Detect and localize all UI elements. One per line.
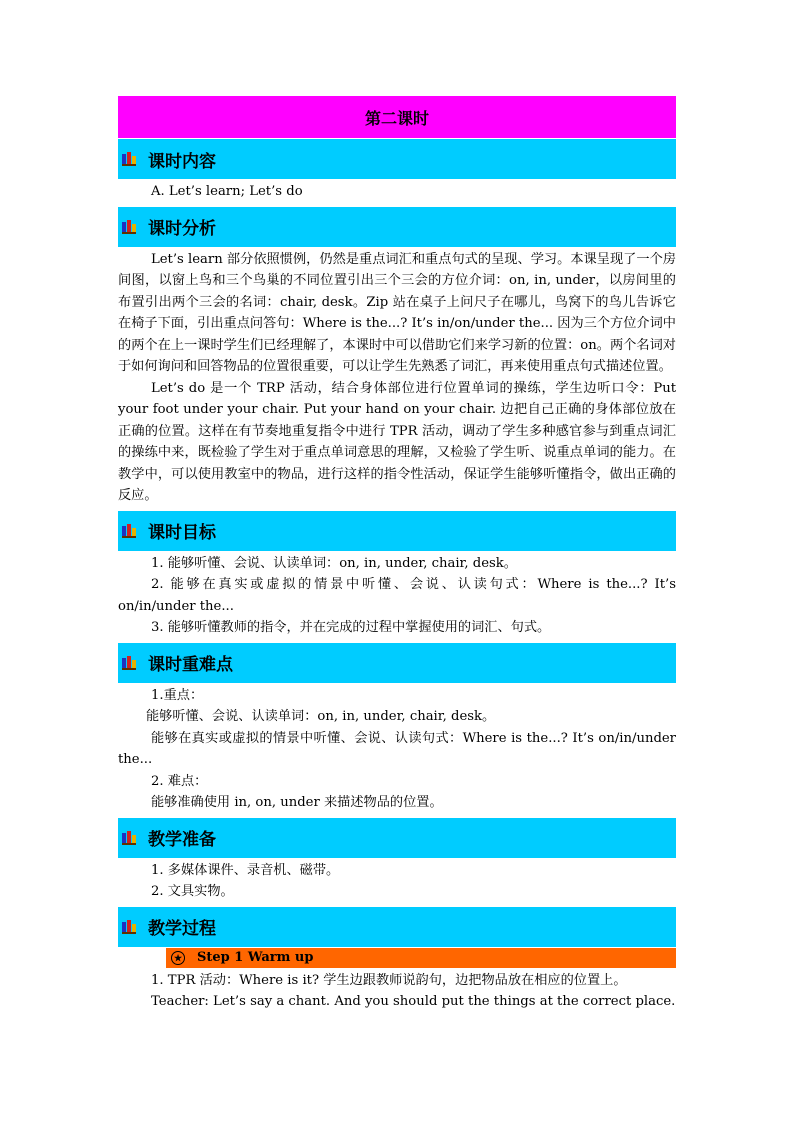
section-heading-text: 教学过程 <box>148 919 216 939</box>
section-heading-goals <box>118 511 676 551</box>
section-heading-text: 教学准备 <box>148 830 216 850</box>
key-point-label: 1.重点： <box>151 687 204 703</box>
analysis-paragraph: Let’s learn 部分依照惯例，仍然是重点词汇和重点句式的呈现、学习。本课呈现了一个房间图，以窗上鸟和三个鸟巢的不同位置引出三个三会的方位介词：on, in, under，以房间里的布置引出两个三会的名词：chair, desk。Zip 站在桌子上问尺子在哪儿，鸟窝下的鸟儿告诉它在椅子下面，引出重点问答句：Where is the...? It’s in/on/under the... 因为三个方位介词中的两个在上一课时学生们已经理解了，本课时中可以借助它们来学习新的位置：on。两个名词对于如何询问和回答物品的位置很重要，可以让学生先熟悉了词汇，再来使用重点句式描述位置。 <box>118 251 676 374</box>
section-heading-key-points <box>118 643 676 683</box>
bar-chart-icon <box>122 656 136 670</box>
analysis-paragraph: Let’s do 是一个 TRP 活动，结合身体部位进行位置单词的操练，学生边听口令：Put your foot under your chair. Put your hand on your chair. 边把自己正确的身体部位放在正确的位置。这样在有节奏地重复指令中进行 TPR 活动，调动了学生多种感官参与到重点词汇的操练中来，既检验了学生对于重点单词意思的理解，又检验了学生听、说重点单词的能力。在教学中，可以使用教室中的物品，进行这样的指令性活动，保证学生能够听懂指令，做出正确的反应。 <box>118 380 676 503</box>
bar-chart-icon <box>122 920 136 934</box>
section-heading-text: 课时目标 <box>148 523 216 543</box>
goal-item: 2. 能够在真实或虚拟的情景中听懂、会说、认读句式：Where is the...? It’s on/in/under the... <box>118 577 676 614</box>
section-heading-content <box>118 139 676 179</box>
document-page <box>118 96 676 1016</box>
section-heading-preparation <box>118 818 676 858</box>
bar-chart-icon <box>122 220 136 234</box>
process-line: 1. TPR 活动：Where is it? 学生边跟教师说韵句，边把物品放在相应的位置上。 <box>151 972 627 988</box>
section-heading-text: 课时重难点 <box>148 655 233 675</box>
difficult-point-label: 2. 难点： <box>151 773 208 789</box>
goal-item: 1. 能够听懂、会说、认读单词：on, in, under, chair, desk。 <box>151 555 517 571</box>
section-heading-text: 课时内容 <box>148 151 216 172</box>
section-heading-process <box>118 907 676 947</box>
section-heading-analysis <box>118 207 676 247</box>
preparation-item: 2. 文具实物。 <box>151 884 234 899</box>
section-heading-text: 课时分析 <box>148 219 216 239</box>
step-heading <box>166 948 676 968</box>
key-point-line: 能够在真实或虚拟的情景中听懂、会说、认读句式：Where is the...? It’s on/in/under the... <box>118 730 676 767</box>
key-point-line: 能够听懂、会说、认读单词：on, in, under, chair, desk。 <box>146 709 496 724</box>
star-circle-icon: ★ <box>171 951 185 965</box>
lesson-title: 第二课时 <box>118 96 676 138</box>
process-line: Teacher: Let’s say a chant. And you should put the things at the correct place. <box>151 994 676 1009</box>
bar-chart-icon <box>122 524 136 538</box>
step-heading-text: Step 1 Warm up <box>197 950 314 965</box>
goal-item: 3. 能够听懂教师的指令，并在完成的过程中掌握使用的词汇、句式。 <box>151 620 551 635</box>
difficult-point-line: 能够准确使用 in, on, under 来描述物品的位置。 <box>151 795 443 810</box>
preparation-item: 1. 多媒体课件、录音机、磁带。 <box>151 862 340 878</box>
bar-chart-icon <box>122 152 136 166</box>
bar-chart-icon <box>122 831 136 845</box>
content-line: A. Let’s learn; Let’s do <box>151 184 303 199</box>
